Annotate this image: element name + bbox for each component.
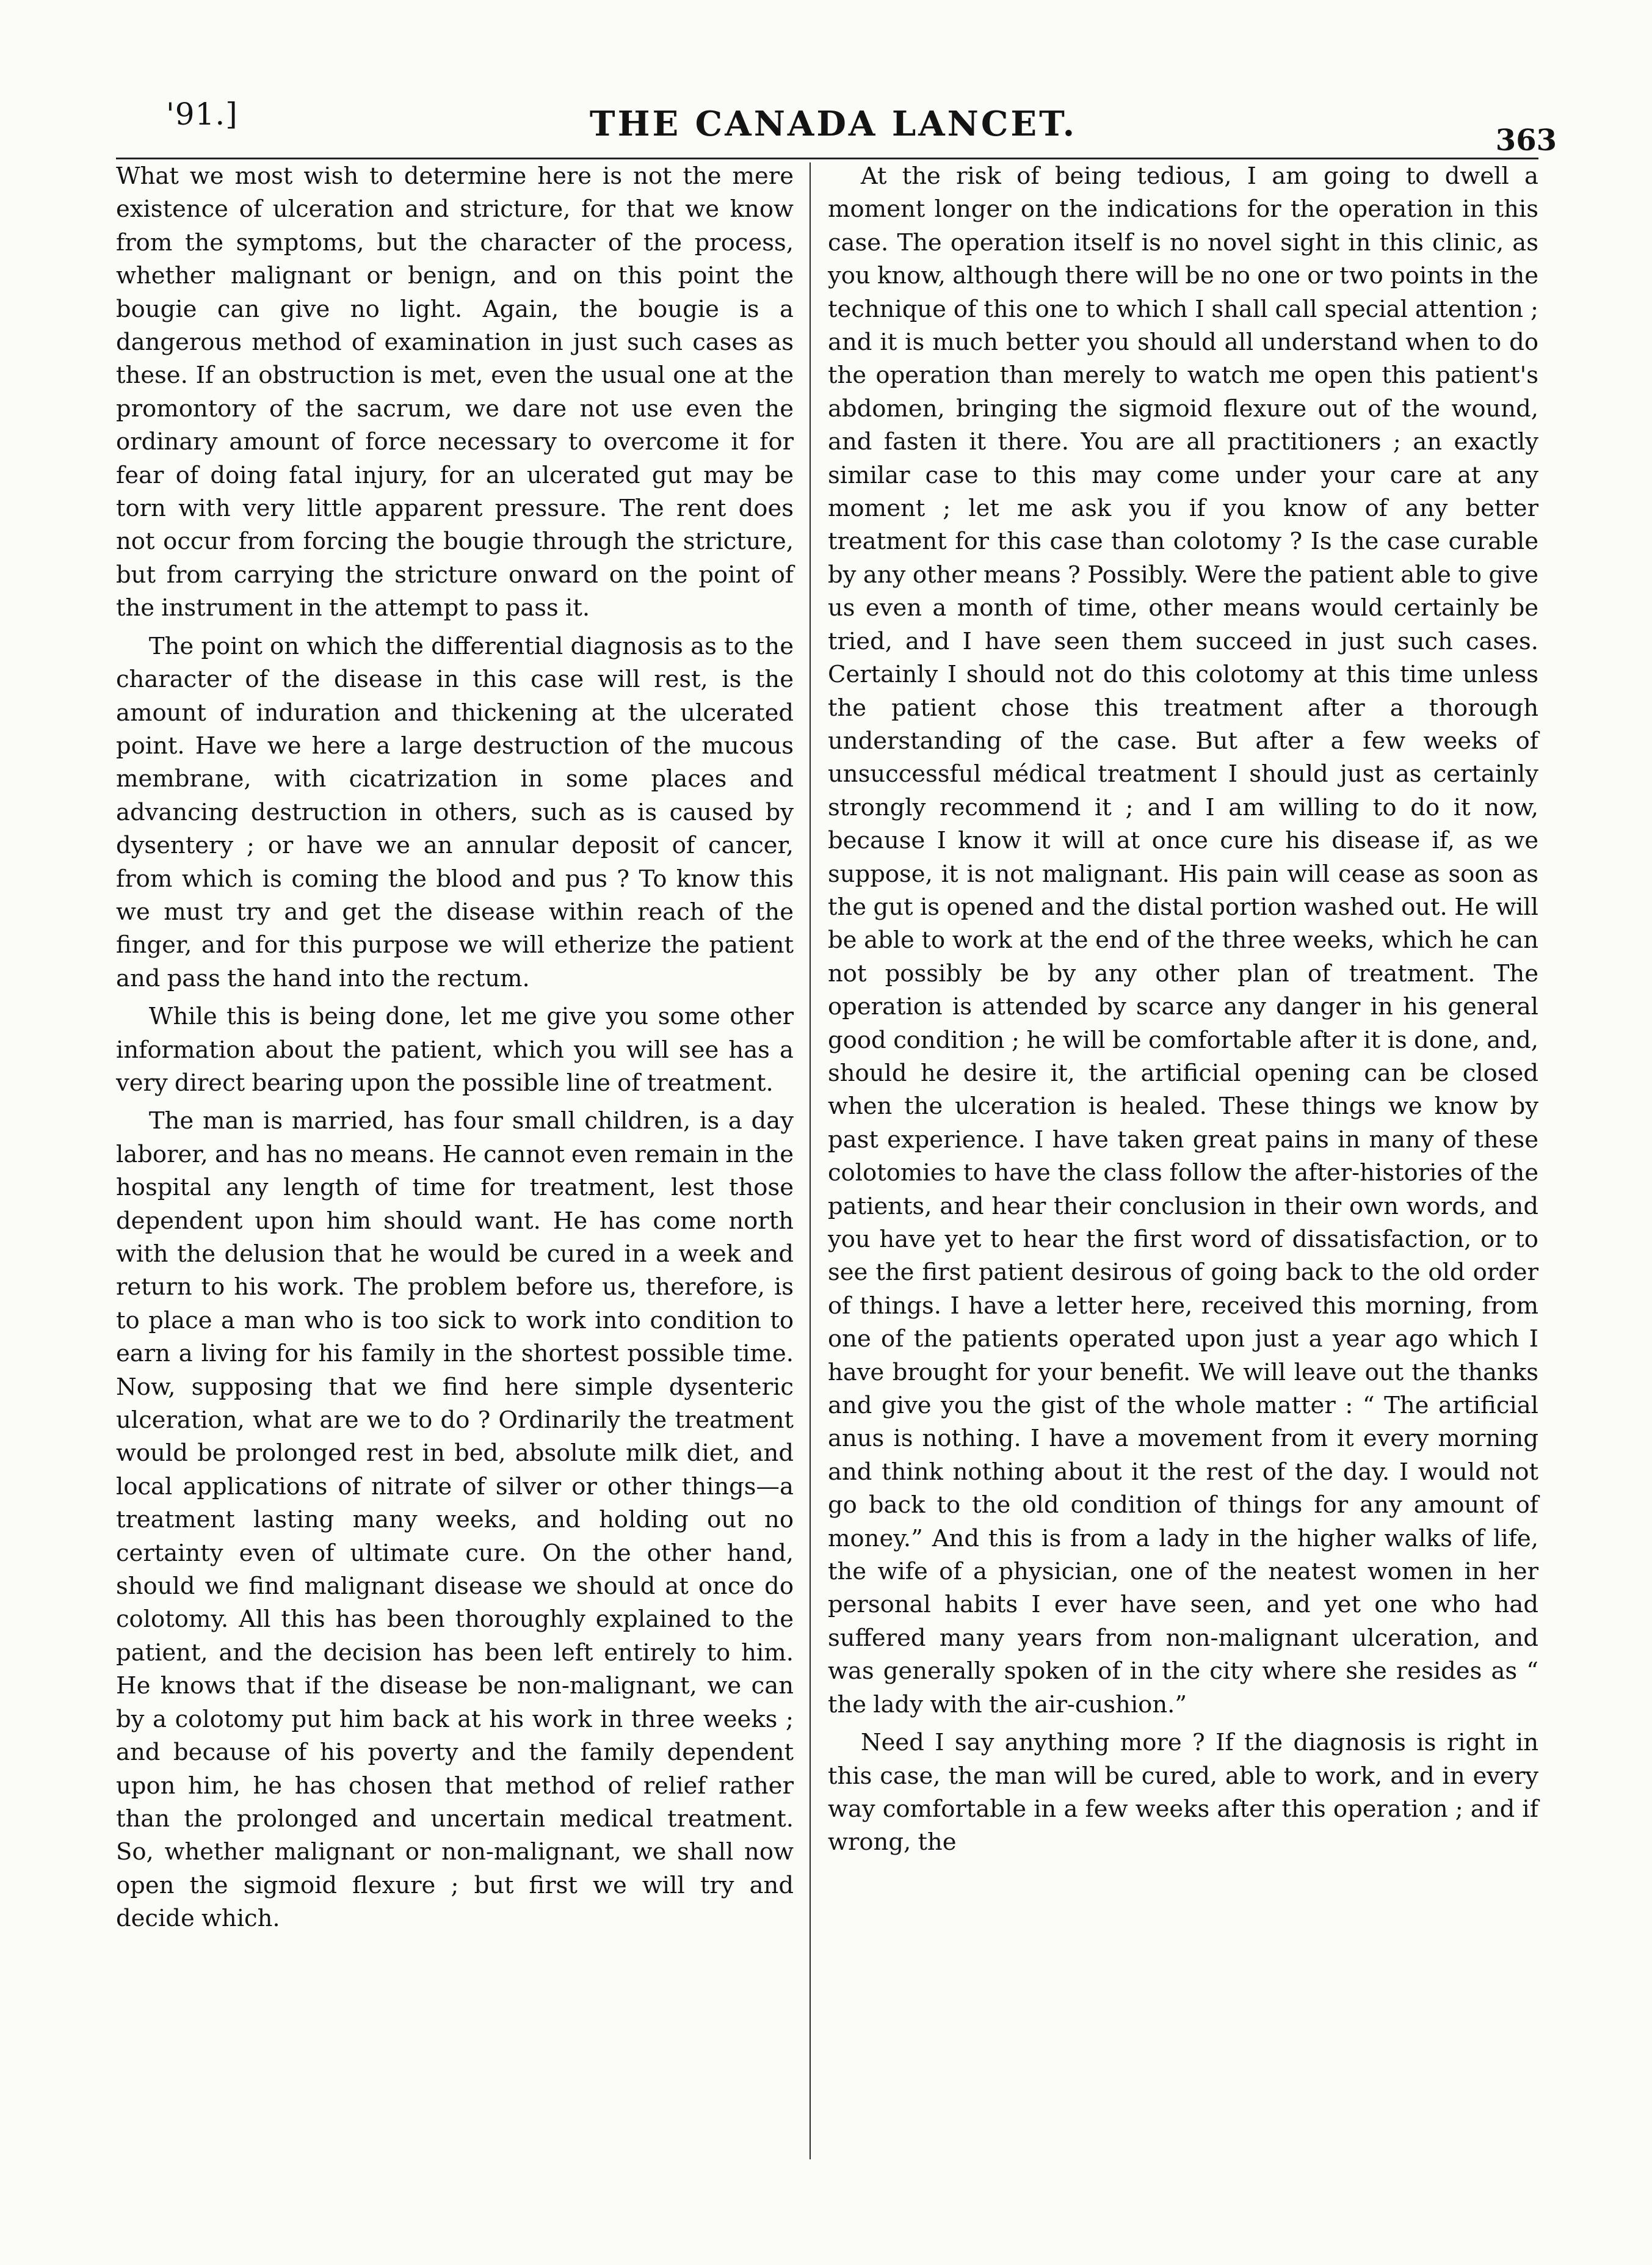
page-number: 363 [1495, 123, 1557, 158]
paragraph: The man is married, has four small children, is a day laborer, and has no means. He cannot even remain in the hospital any length of time for treatment, lest those dependent upon him should want. He has come north with the delusion that he would be cured in a week and return to his work. The problem before us, therefore, is to place a man who is too sick to work into condition to earn a living for his family in the shortest possible time. Now, supposing that we find here simple dysenteric ulceration, what are we to do ? Ordinarily the treatment would be prolonged rest in bed, absolute milk diet, and local applications of nitrate of silver or other things—a treatment lasting many weeks, and holding out no certainty even of ultimate cure. On the other hand, should we find malignant disease we should at once do colotomy. All this has been thoroughly explained to the patient, and the decision has been left entirely to him. He knows that if the disease be non-malignant, we can by a colotomy put him back at his work in three weeks ; and because of his poverty and the family dependent upon him, he has chosen that method of relief rather than the prolonged and uncertain medical treatment. So, whether malignant or non-malignant, we shall now open the sigmoid flexure ; but first we will try and decide which. [116, 1107, 794, 1933]
left-column [116, 160, 794, 1941]
paragraph: Need I say anything more ? If the diagnosis is right in this case, the man will be cured, able to work, and in every way comfortable in a few weeks after this operation ; and if wrong, the [828, 1729, 1538, 1856]
header-rule [116, 158, 1538, 159]
journal-title: THE CANADA LANCET. [589, 104, 1078, 144]
paragraph: At the risk of being tedious, I am going to dwell a moment longer on the indications for the operation in this case. The operation itself is no novel sight in this clinic, as you know, although there will be no one or two points in the technique of this one to which I shall call special attention ; and it is much better you should all understand when to do the operation than merely to watch me open this patient's abdomen, bringing the sigmoid flexure out of the wound, and fasten it there. You are all practitioners ; an exactly similar case to this may come under your care at any moment ; let me ask you if you know of any better treatment for this case than colotomy ? Is the case curable by any other means ? Possibly. Were the patient able to give us even a month of time, other means would certainly be tried, and I have seen them succeed in just such cases. Certainly I should not do this colotomy at this time unless the patient chose this treatment after a thorough understanding of the case. But after a few weeks of unsuccessful médical treatment I should just as certainly strongly recommend it ; and I am willing to do it now, because I know it will at once cure his disease if, as we suppose, it is not malignant. His pain will cease as soon as the gut is opened and the distal portion washed out. He will be able to work at the end of the three weeks, which he can not possibly be by any other plan of treatment. The operation is attended by scarce any danger in his general good condition ; he will be comfortable after it is done, and, should he desire it, the artificial opening can be closed when the ulceration is healed. These things we know by past experience. I have taken great pains in many of these colotomies to have the class follow the after-histories of the patients, and hear their conclusion in their own words, and you have yet to hear the first word of dissatisfaction, or to see the first patient desirous of going back to the old order of things. I have a letter here, received this morning, from one of the patients operated upon just a year ago which I have brought for your benefit. We will leave out the thanks and give you the gist of the whole matter : “ The artificial anus is nothing. I have a movement from it every morning and think nothing about it the rest of the day. I would not go back to the old condition of things for any amount of money.” And this is from a lady in the higher walks of life, the wife of a physician, one of the neatest women in her personal habits I ever have seen, and yet one who had suffered many years from non-malignant ulceration, and was generally spoken of in the city where she resides as “ the lady with the air-cushion.” [828, 162, 1538, 1718]
right-column [828, 160, 1538, 1864]
running-header [116, 85, 1557, 158]
header-date: '91.] [166, 96, 238, 132]
paragraph: The point on which the differential diagnosis as to the character of the disease in this case will rest, is the amount of induration and thickening at the ulcerated point. Have we here a large destruction of the mucous membrane, with cicatrization in some places and advancing destruction in others, such as is caused by dysentery ; or have we an annular deposit of cancer, from which is coming the blood and pus ? To know this we must try and get the disease within reach of the finger, and for this purpose we will etherize the patient and pass the hand into the rectum. [116, 632, 794, 992]
paragraph: What we most wish to determine here is not the mere existence of ulceration and stricture, for that we know from the symptoms, but the character of the process, whether malignant or benign, and on this point the bougie can give no light. Again, the bougie is a dangerous method of examination in just such cases as these. If an obstruction is met, even the usual one at the promontory of the sacrum, we dare not use even the ordinary amount of force necessary to overcome it for fear of doing fatal injury, for an ulcerated gut may be torn with very little apparent pressure. The rent does not occur from forcing the bougie through the stricture, but from carrying the stricture onward on the point of the instrument in the attempt to pass it. [116, 162, 794, 622]
paragraph: While this is being done, let me give you some other information about the patient, which you will see has a very direct bearing upon the possible line of treatment. [116, 1003, 794, 1097]
column-divider [810, 162, 811, 2159]
